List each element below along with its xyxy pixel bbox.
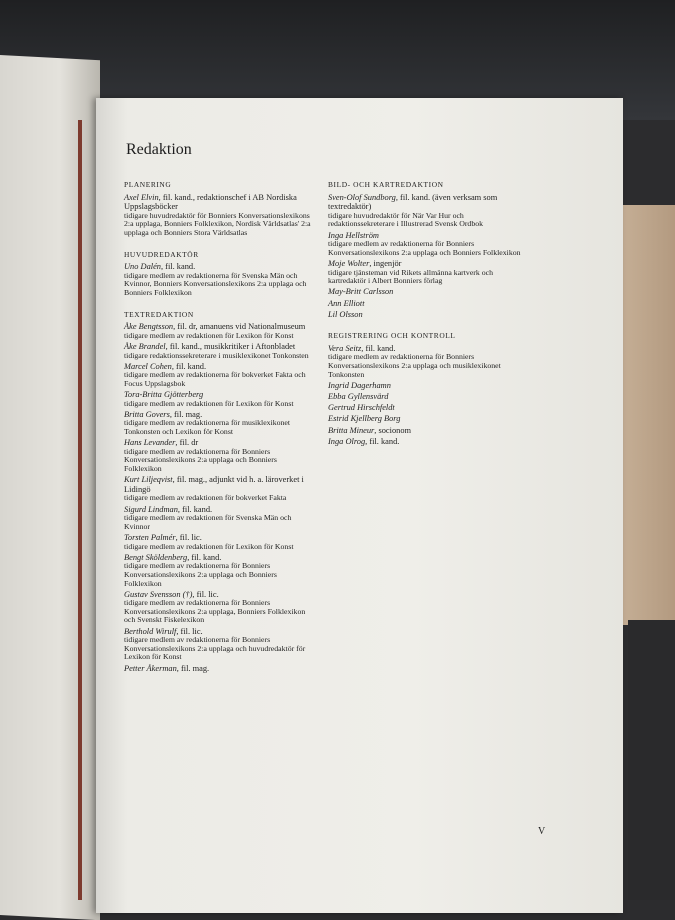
staff-note: tidigare medlem av redaktionerna för Bonniers Konversationslexikons 2:a upplaga och Bonniers Folklexikon [328,239,521,257]
entry-line [328,381,523,391]
entry-line [124,664,314,674]
staff-entry [124,438,314,473]
adjacent-book-shadow [628,620,675,900]
staff-note: tidigare medlem av redaktionen för bokverket Fakta [124,493,287,503]
staff-entry [328,381,523,391]
staff-title: , fil. lic. [176,626,203,636]
staff-note: tidigare medlem av redaktionerna för Bonniers Konversationslexikons 2:a upplaga och Bonniers Folklexikon [124,561,277,588]
left-column [124,180,314,675]
entry-line [328,403,523,413]
staff-name: Sigurd Lindman [124,504,178,514]
staff-name: Britta Govers [124,409,170,419]
staff-entry [124,390,314,408]
staff-entry [124,342,314,360]
staff-name: Estrid Kjellberg Borg [328,414,401,424]
staff-entry [328,437,523,447]
staff-name: Gustav Svensson (†) [124,589,193,599]
staff-entry [124,475,314,503]
staff-entry [328,231,523,258]
staff-title: , fil. dr [175,438,199,448]
staff-note: tidigare medlem av redaktionerna för Bonniers Konversationslexikons 2:a upplaga, Bonniers Folklexikon och Svenskt Fiskelexikon [124,598,306,625]
staff-name: Sven-Olof Sundborg [328,192,396,202]
staff-title: , fil. kand. [160,262,196,272]
staff-note: tidigare medlem av redaktionen för Svenska Män och Kvinnor [124,513,292,531]
staff-note: tidigare medlem av redaktionerna för bokverket Fakta och Focus Uppslagsbok [124,370,306,388]
staff-entry [124,533,314,551]
staff-entry [328,299,523,309]
staff-name: Britta Mineur [328,425,375,435]
staff-entry [328,414,523,424]
entry-line [328,299,523,309]
book-cover-edge [78,120,82,900]
staff-name: Ebba Gyllensvärd [328,392,389,402]
staff-name: Åke Brandel [124,341,166,351]
staff-name: Marcel Cohen [124,361,172,371]
staff-name: Moje Wolter [328,258,370,268]
section-heading: PLANERING [124,180,172,189]
entry-line [328,392,523,402]
staff-note: tidigare medlem av redaktionen för Lexikon för Konst [124,330,294,340]
staff-note: tidigare medlem av redaktionerna för Bonniers Konversationslexikons 2:a upplaga och huvudredaktör för Lexikon för Konst [124,635,306,662]
staff-note: tidigare redaktionssekreterare i musiklexikonet Tonkonsten [124,350,309,360]
page-number: V [538,826,546,837]
staff-title: , fil. kand. [177,504,213,514]
staff-entry [328,287,523,297]
entry-line [328,310,523,320]
staff-entry [124,322,314,340]
staff-title: , fil. lic. [192,589,219,599]
staff-entry [328,310,523,320]
staff-entry [124,262,314,297]
staff-name: Vera Seitz [328,343,362,353]
staff-entry [124,664,314,674]
staff-title: , fil. mag., adjunkt vid h. a. läroverket i Lidingö [124,475,304,494]
staff-entry [124,553,314,588]
staff-entry [328,193,523,229]
staff-name: Bengt Sköldenberg [124,552,188,562]
staff-name: Torsten Palmér [124,532,176,542]
staff-entry [124,505,314,532]
entry-line [124,193,314,212]
staff-entry [124,193,314,238]
staff-entry [328,426,523,436]
staff-entry [124,362,314,389]
staff-name: Inga Hellström [328,230,379,240]
staff-name: Gertrud Hirschfeldt [328,403,395,413]
staff-name: Petter Åkerman [124,663,177,673]
staff-name: Kurt Liljeqvist [124,475,173,485]
staff-entry [124,627,314,662]
staff-name: May-Britt Carlsson [328,287,394,297]
staff-name: Lil Olsson [328,309,363,319]
staff-note: tidigare medlem av redaktionerna för Bonniers Konversationslexikons 2:a upplaga och Bonniers Folklexikon [124,446,277,473]
staff-entry [328,344,523,379]
left-page-curl [0,55,100,920]
right-column [328,180,523,448]
staff-title: , fil. kand. [361,343,396,353]
staff-title: , fil. mag. [169,409,203,419]
book-page [96,98,623,913]
entry-line [328,287,523,297]
staff-title: , fil. mag. [176,663,210,673]
staff-name: Axel Elvin [124,192,159,202]
staff-entry [124,410,314,437]
staff-note: tidigare medlem av redaktionen för Lexikon för Konst [124,398,294,408]
staff-note: tidigare huvudredaktör för Bonniers Konversationslexikons 2:a upplaga, Bonniers Folklexikon, Nordisk Världsatlas' 2:a upplaga och Bonniers Stora Världsatlas [124,210,311,237]
staff-title: , fil. kand. (även verksam som textredaktör) [328,192,498,212]
staff-title: , fil. kand., redaktionschef i AB Nordiska Uppslagsböcker [124,192,297,212]
staff-note: tidigare medlem av redaktionen för Lexikon för Konst [124,541,294,551]
section-heading: HUVUDREDAKTÖR [124,249,199,259]
staff-name: Tora-Britta Gjötterberg [124,390,204,400]
staff-title: , fil. kand., musikkritiker i Aftonbladet [165,341,296,351]
page-title: Redaktion [126,141,192,158]
section-heading: BILD- OCH KARTREDAKTION [328,180,444,189]
entry-line [328,426,523,436]
staff-name: Inga Olrog [328,436,366,446]
staff-name: Berthold Wirulf [124,626,177,636]
staff-note: tidigare medlem av redaktionerna för Svenska Män och Kvinnor, Bonniers Konversationslexikons 2:a upplaga och Bonniers Folklexikon [124,270,307,297]
staff-entry [328,392,523,402]
entry-line [328,437,523,447]
entry-line [124,475,314,494]
staff-note: tidigare medlem av redaktionerna för musiklexikonet Tonkonsten och Lexikon för Konst [124,418,291,437]
staff-name: Ann Elliott [328,298,365,308]
staff-name: Åke Bengtsson [124,322,174,332]
entry-line [328,193,523,212]
staff-name: Uno Dalén [124,262,161,272]
section-heading: TEXTREDAKTION [124,309,194,319]
entry-line [328,414,523,424]
staff-title: , socionom [374,425,412,435]
staff-title: , fil. dr, amanuens vid Nationalmuseum [173,322,306,332]
staff-name: Hans Levander [124,438,176,448]
staff-note: tidigare huvudredaktör för När Var Hur och redaktionssekreterare i Illustrerad Svensk Ordbok [328,210,484,229]
staff-name: Ingrid Dagerhamn [328,380,391,390]
section-heading: REGISTRERING OCH KONTROLL [328,331,456,341]
staff-title: , fil. lic. [175,532,202,542]
staff-title: , fil. kand. [171,361,207,371]
staff-entry [124,590,314,625]
staff-title: , ingenjör [369,258,402,268]
staff-entry [328,259,523,286]
staff-title: , fil. kand. [187,552,222,562]
staff-note: tidigare tjänsteman vid Rikets allmänna kartverk och kartredaktör i Albert Bonniers förlag [328,267,493,286]
staff-entry [328,403,523,413]
staff-title: , fil. kand. [365,436,400,446]
staff-note: tidigare medlem av redaktionerna för Bonniers Konversationslexikons 2:a upplaga och musiklexikonet Tonkonsten [328,352,501,379]
